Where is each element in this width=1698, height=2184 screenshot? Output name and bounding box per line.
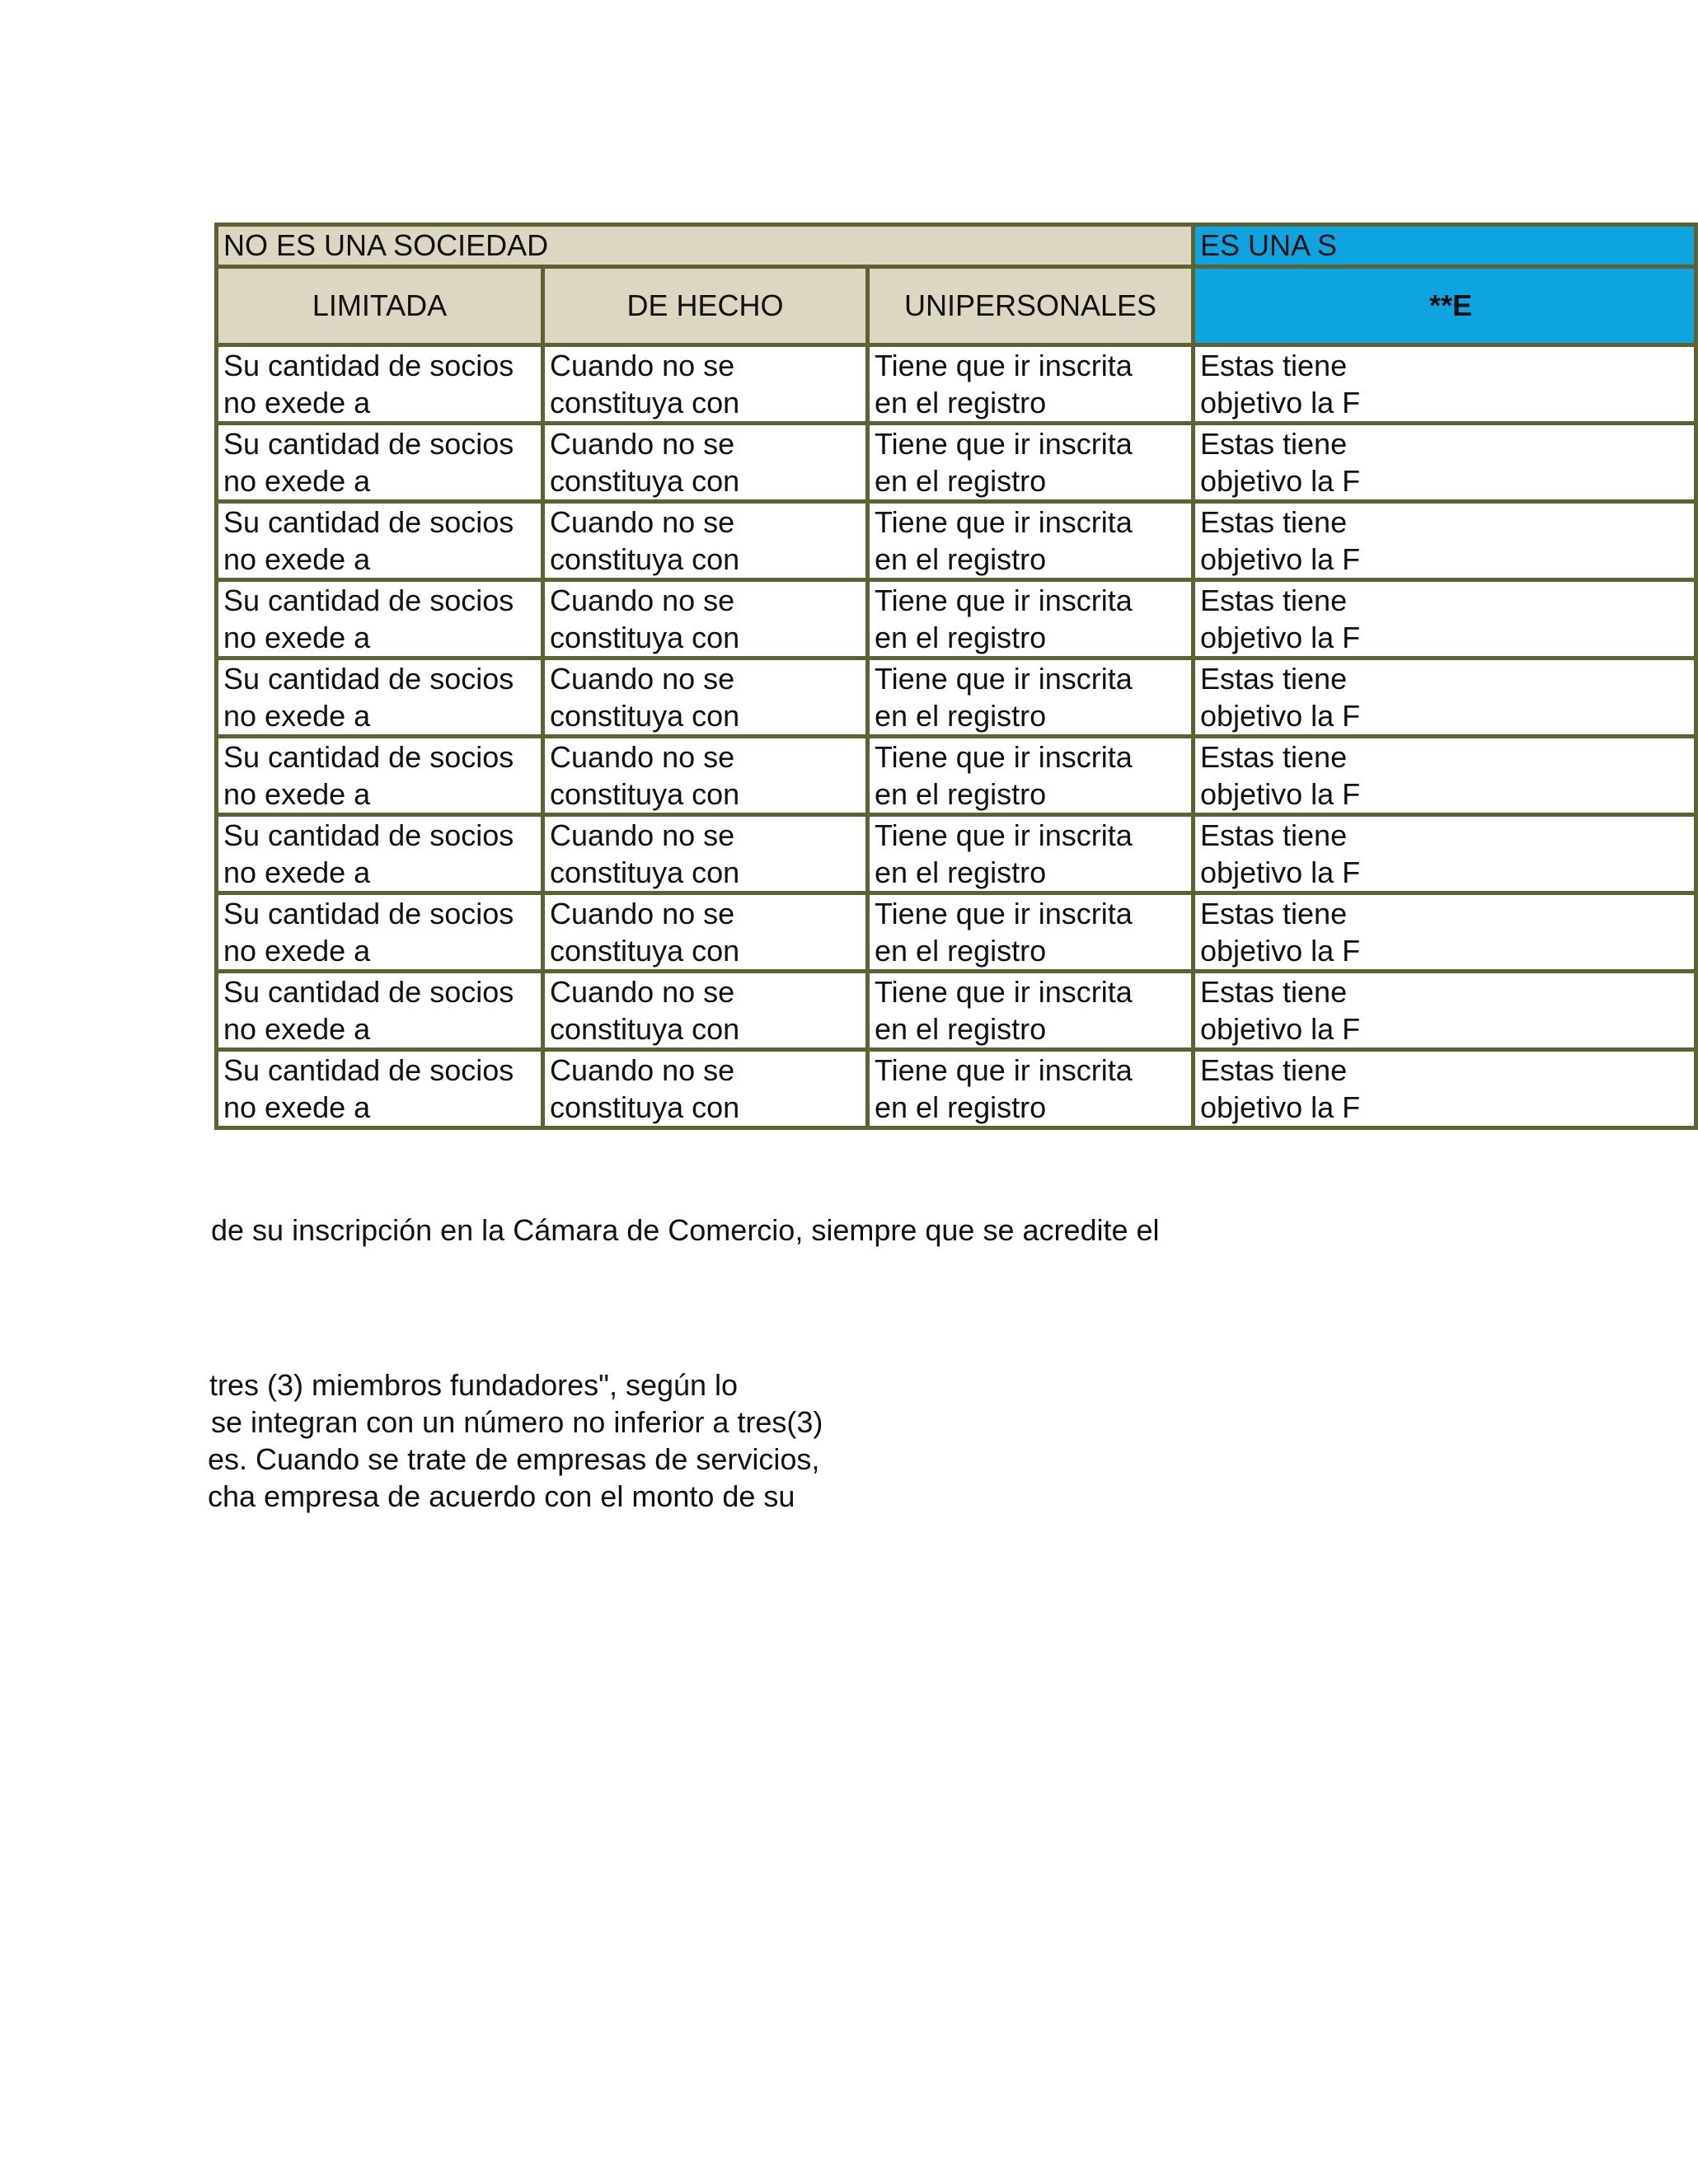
cell-text-line: Estas tiene [1200, 897, 1348, 930]
cell-text-line: en el registro [875, 1090, 1047, 1124]
spreadsheet-region [214, 223, 1472, 1124]
cell-text-line: Tiene que ir inscrita [875, 349, 1133, 382]
cell-text-line: Estas tiene [1200, 583, 1348, 617]
cell-text-line: Su cantidad de socios [223, 427, 514, 461]
column-header-de-hecho[interactable]: DE HECHO [543, 267, 868, 345]
cell-text-line: Estas tiene [1200, 349, 1348, 382]
cell-text-line: constituya con [550, 855, 740, 889]
cell-text-line: no exede a [223, 1012, 371, 1046]
table-row [217, 658, 1696, 737]
cell-text-line: objetivo la F [1200, 699, 1361, 733]
cell-text-line: en el registro [875, 386, 1047, 419]
cell-text-line: en el registro [875, 464, 1047, 498]
cell-text-line: Tiene que ir inscrita [875, 975, 1133, 1009]
cell-text-line: constituya con [550, 934, 740, 968]
cell-text-line: no exede a [223, 777, 371, 811]
cell-text-line: en el registro [875, 934, 1047, 968]
cell-text-line: Cuando no se [550, 1053, 735, 1087]
table-cell-c3[interactable] [868, 893, 1194, 972]
cell-text-line: Su cantidad de socios [223, 1053, 514, 1087]
table-cell-c1[interactable] [217, 1050, 543, 1128]
cell-text-line: en el registro [875, 1012, 1047, 1046]
column-header-es-sociedad[interactable] [1194, 267, 1696, 345]
cell-text-line: no exede a [223, 621, 371, 654]
cell-text-line: Estas tiene [1200, 818, 1348, 852]
cell-text-line: objetivo la F [1200, 464, 1361, 498]
cell-text-line: objetivo la F [1200, 855, 1361, 889]
column-header-es-sociedad-label: **E [1428, 288, 1472, 322]
cell-text-line: Su cantidad de socios [223, 583, 514, 617]
table-cell-c4[interactable] [1194, 345, 1696, 424]
table-cell-c3[interactable] [868, 502, 1194, 580]
cell-text-line: objetivo la F [1200, 1012, 1361, 1046]
table-cell-c4[interactable] [1194, 580, 1696, 658]
table-cell-c3[interactable] [868, 737, 1194, 815]
group-header-row [217, 225, 1696, 267]
note-line-servicios: es. Cuando se trate de empresas de servicios, [208, 1442, 820, 1476]
table-cell-c4[interactable] [1194, 815, 1696, 893]
table-cell-c3[interactable] [868, 424, 1194, 502]
cell-text-line: en el registro [875, 777, 1047, 811]
table-row [217, 1050, 1696, 1128]
cell-text-line: Tiene que ir inscrita [875, 662, 1133, 696]
cell-text-line: Cuando no se [550, 975, 735, 1009]
cell-text-line: Cuando no se [550, 662, 735, 696]
cell-text-line: Su cantidad de socios [223, 349, 514, 382]
table-row [217, 815, 1696, 893]
table-row [217, 580, 1696, 658]
table-row [217, 502, 1696, 580]
cell-text-line: Tiene que ir inscrita [875, 740, 1133, 774]
cell-text-line: Tiene que ir inscrita [875, 505, 1133, 539]
table-cell-c1[interactable] [217, 972, 543, 1050]
column-header-unipersonales[interactable]: UNIPERSONALES [868, 267, 1194, 345]
note-line-integran: se integran con un número no inferior a tres(3) [211, 1405, 823, 1439]
cell-text-line: Cuando no se [550, 583, 735, 617]
cell-text-line: en el registro [875, 855, 1047, 889]
cell-text-line: Su cantidad de socios [223, 975, 514, 1009]
table-row [217, 893, 1696, 972]
table-cell-c3[interactable] [868, 345, 1194, 424]
table-cell-c2[interactable] [543, 345, 868, 424]
table-cell-c2[interactable] [543, 424, 868, 502]
cell-text-line: objetivo la F [1200, 1090, 1361, 1124]
table-cell-c3[interactable] [868, 815, 1194, 893]
cell-text-line: Cuando no se [550, 505, 735, 539]
cell-text-line: no exede a [223, 464, 371, 498]
table-cell-c2[interactable] [543, 1050, 868, 1128]
cell-text-line: Cuando no se [550, 818, 735, 852]
cell-text-line: constituya con [550, 699, 740, 733]
table-cell-c1[interactable] [217, 893, 543, 972]
table-cell-c3[interactable] [868, 580, 1194, 658]
comparison-table [214, 223, 1698, 1130]
table-cell-c2[interactable] [543, 580, 868, 658]
note-line-fundadores: tres (3) miembros fundadores", según lo [209, 1368, 739, 1402]
group-header-es-sociedad[interactable]: ES UNA S [1194, 225, 1696, 267]
table-cell-c1[interactable] [217, 345, 543, 424]
table-cell-c2[interactable] [543, 972, 868, 1050]
cell-text-line: constituya con [550, 464, 740, 498]
cell-text-line: Su cantidad de socios [223, 505, 514, 539]
cell-text-line: objetivo la F [1200, 386, 1361, 419]
cell-text-line: Tiene que ir inscrita [875, 1053, 1133, 1087]
table-row [217, 345, 1696, 424]
cell-text-line: Estas tiene [1200, 740, 1348, 774]
cell-text-line: constituya con [550, 542, 740, 576]
table-cell-c2[interactable] [543, 502, 868, 580]
cell-text-line: Su cantidad de socios [223, 662, 514, 696]
cell-text-line: objetivo la F [1200, 934, 1361, 968]
table-cell-c3[interactable] [868, 972, 1194, 1050]
notes-region [208, 1203, 1286, 1533]
table-cell-c3[interactable] [868, 1050, 1194, 1128]
cell-text-line: Tiene que ir inscrita [875, 818, 1133, 852]
cell-text-line: Tiene que ir inscrita [875, 427, 1133, 461]
cell-text-line: Cuando no se [550, 427, 735, 461]
cell-text-line: Su cantidad de socios [223, 818, 514, 852]
note-line-registration: de su inscripción en la Cámara de Comercio, siempre que se acredite el [211, 1213, 1160, 1247]
table-cell-c4[interactable] [1194, 1050, 1696, 1128]
column-header-row [217, 267, 1696, 345]
cell-text-line: en el registro [875, 621, 1047, 654]
cell-text-line: Estas tiene [1200, 975, 1348, 1009]
cell-text-line: objetivo la F [1200, 621, 1361, 654]
table-cell-c4[interactable] [1194, 893, 1696, 972]
cell-text-line: constituya con [550, 621, 740, 654]
table-cell-c4[interactable] [1194, 658, 1696, 737]
cell-text-line: constituya con [550, 1012, 740, 1046]
cell-text-line: Estas tiene [1200, 1053, 1348, 1087]
table-cell-c4[interactable] [1194, 502, 1696, 580]
cell-text-line: Cuando no se [550, 740, 735, 774]
table-cell-c2[interactable] [543, 815, 868, 893]
table-cell-c4[interactable] [1194, 737, 1696, 815]
cell-text-line: Cuando no se [550, 897, 735, 930]
cell-text-line: en el registro [875, 699, 1047, 733]
table-cell-c1[interactable] [217, 424, 543, 502]
cell-text-line: no exede a [223, 542, 371, 576]
cell-text-line: objetivo la F [1200, 777, 1361, 811]
cell-text-line: no exede a [223, 386, 371, 419]
group-header-no-sociedad[interactable]: NO ES UNA SOCIEDAD [217, 225, 1194, 267]
table-cell-c1[interactable] [217, 815, 543, 893]
cell-text-line: objetivo la F [1200, 542, 1361, 576]
cell-text-line: en el registro [875, 542, 1047, 576]
cell-text-line: Su cantidad de socios [223, 740, 514, 774]
cell-text-line: no exede a [223, 699, 371, 733]
table-cell-c2[interactable] [543, 737, 868, 815]
table-cell-c3[interactable] [868, 658, 1194, 737]
table-cell-c1[interactable] [217, 502, 543, 580]
table-row [217, 737, 1696, 815]
table-cell-c4[interactable] [1194, 972, 1696, 1050]
cell-text-line: Estas tiene [1200, 662, 1348, 696]
table-cell-c2[interactable] [543, 658, 868, 737]
table-cell-c1[interactable] [217, 737, 543, 815]
table-cell-c1[interactable] [217, 580, 543, 658]
table-cell-c4[interactable] [1194, 424, 1696, 502]
cell-text-line: Cuando no se [550, 349, 735, 382]
table-cell-c2[interactable] [543, 893, 868, 972]
cell-text-line: Estas tiene [1200, 505, 1348, 539]
note-line-monto: cha empresa de acuerdo con el monto de su [208, 1479, 795, 1513]
cell-text-line: no exede a [223, 934, 371, 968]
table-row [217, 424, 1696, 502]
table-row [217, 972, 1696, 1050]
cell-text-line: Tiene que ir inscrita [875, 897, 1133, 930]
table-cell-c1[interactable] [217, 658, 543, 737]
cell-text-line: no exede a [223, 855, 371, 889]
cell-text-line: Tiene que ir inscrita [875, 583, 1133, 617]
cell-text-line: Estas tiene [1200, 427, 1348, 461]
cell-text-line: no exede a [223, 1090, 371, 1124]
cell-text-line: constituya con [550, 1090, 740, 1124]
cell-text-line: Su cantidad de socios [223, 897, 514, 930]
cell-text-line: constituya con [550, 777, 740, 811]
column-header-limitada[interactable]: LIMITADA [217, 267, 543, 345]
cell-text-line: constituya con [550, 386, 740, 419]
